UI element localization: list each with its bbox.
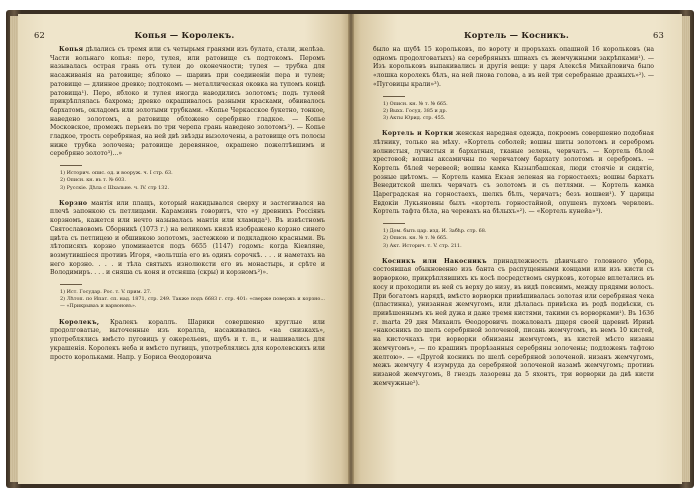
footnote-rule [383, 223, 405, 224]
footnote-rule [60, 165, 82, 166]
entry-headword: Королекъ, [59, 318, 100, 326]
right-page-body [373, 46, 654, 476]
footnote: 2) Лѣтоп. по Ипат. сп. над. 1871, стр. 249. Также подъ 6683 г. стр. 401: «сверже повержъ и корзно... — «Прикрываъ и варвоновъ». [60, 296, 325, 310]
footnote: 3) Акт. Историч. т. V. стр. 211. [383, 242, 462, 249]
footnote-rule [383, 96, 405, 97]
footnotes-block-2 [60, 289, 325, 311]
entry-kortel [373, 130, 654, 217]
entry-continuation [373, 46, 654, 90]
entry-text: было на шубѣ 15 корольковъ, по вороту и проръхахъ опашной 16 корольковъ (на одномъ продолговатыхъ) на серебряныхъ шпнахъ съ жемчужными закрѣпками¹). — Изъ корольковъ выпакивались и другія вещи: у царя Алексѣя Михайловича было «лошка королекъ бѣлъ, на ней лнова голова, а въ ней три серебраные дражыхъ»²). — «Пуговицы крали»³). [373, 46, 654, 88]
running-head-right: Кортель — Косникъ. [463, 30, 569, 40]
left-page [18, 14, 351, 484]
entry-kosnik [373, 258, 654, 389]
footnotes-block-4 [383, 228, 654, 250]
footnote: 2) Выхх. Госуд. 385 и др. [383, 107, 448, 114]
footnote: 1) Ист. Государ. Рос. т. V. прим. 27. [60, 289, 152, 296]
footnote: 2) Описн. кн. въ т. № 603. [60, 177, 126, 184]
footnote: 1) Дом. быть цар. изд. И. Забѣр. стр. 68. [383, 228, 487, 235]
footnote: 1) Описн. кн. № т. № 665. [383, 100, 448, 107]
footnote: 1) Историч. опис. од. и вооруж. ч. I стр. 63. [60, 170, 173, 177]
running-head-left: Копья — Королекъ. [134, 30, 235, 40]
left-page-body [50, 46, 325, 476]
footnotes-block-1 [60, 170, 325, 192]
footnote: 3) Акты Юрид. стр. 455. [383, 114, 446, 121]
entry-kopya [50, 46, 325, 159]
entry-text: дѣлались съ тремя или съ четырьмя гранями изъ булата, стали, желѣза. Части вольнаго копья: перо, тулея, или ратовище съ подтокомъ. Перомъ называлась острая грань отъ тулеи до оконечности; тулея — трубка для насаживанія на ратовище; яблоко — шаривъ при соединеніи пера и тулеи; ратовище — длинное древко; подтокомъ — металлическая оковка на тупомъ концѣ ратовища¹). Перо, яблоко и тулея иногда наводились золотомъ; подъ тулеей прикрѣплялась бахрома; древко окрашивалось разными красками, обвивалось бархатомъ, окладомъ или золотыми трубками. «Копье Черкасское букетно, тонкое, наведено золотомъ, а ратовище обложено серебряно гладкое. — Копье Московское, промежъ перьевъ по три черепа грань наведено золотомъ²). — Копье гладкое, трость серебряная, на ней двѣ звѣзды вызолочены, а ратовище отъ полосы ниже трубка золочена; ратовище деревянное, окрашено пожелтѣвшимъ и серебряно золото³)...» [50, 46, 325, 158]
entry-headword: Корзно [59, 199, 88, 207]
entry-korzno [50, 200, 325, 278]
entry-headword: Косникъ или Накосникъ [382, 257, 487, 265]
page-number-left: 62 [34, 30, 46, 40]
right-page [351, 14, 682, 484]
footnotes-block-3 [383, 101, 654, 123]
footnote-rule [60, 284, 82, 285]
entry-text: мантія или плащъ, который накидывался сверху и застегивался на плечѣ запонкою съ петлицами. Карамзинъ говоритъ, что «у древнихъ Россіянъ корзномъ, кажется или нечто называлась мантія или хламида¹). Въ извѣстномъ Святославовомъ Сборникѣ (1073 г.) на великомъ князѣ изображено корзно синего цвѣта съ петлицею и обшивкою золотомъ, застежкою и подкладкою красными. Въ лѣтописяхъ корзно упоминается подъ 6655 (1147) годомъ: когда Кіевляне, возмутившіеся противъ Игоря, «вольтшіа его въ одинъ сорочкѣ. . . . и наметахъ на него корзно. . . . и тѣла святыхъ изнолюксти его въ монастырь, и срѣте и Володимиръ. . . . и сняша съ коня и отсняша (скры) и корзномъ²)». [50, 199, 325, 277]
entry-text: женская наредная одежда, покроемъ совершенно подобная лѣтнику, только на мѣху. «Кортель соболей; вошвы шиты золотомъ и серебромъ волнистыя, лучистыя и бархатныя, тканые зелень, червчатъ. — Кортель бѣлой хрестовой; вошвы аксамичны по червчатому бархату золотомъ и серебромъ. — Кортель бѣлей черевеой; вошвы камка Кызылбашская, люди стоячіе и сидятіе, розные цвѣтомъ. — Кортель камка Екзая зеленая на горностаехъ; вошвы бархатъ Венедитской шелкъ червчатъ съ золотомъ и съ петлями. — Кортель камка Цареградская на горностаехъ, шелкъ бѣлъ, червчатъ; безъ вошвеи¹). У царицы Евдокіи Лукьяновны былъ «кортель горностайной, опушенъ пухомъ червлевъ. Кортель тафта бѣла, на черевахъ на бѣлыхъ»²). — «Кортель кунейа»³). [373, 130, 654, 216]
entry-text: Кралекъ кораллъ. Шарики совершенно круглые или продолговатые, выточенные изъ коралла, насаживались «на снизкахъ», употреблялись вмѣсто пуговицъ у ожерельевъ, шубъ и т. п., и нашивались для украшенія. Королекъ неба и вмѣсто пугвицъ, употреблялись для королевскихъ или просто корольками. Напр. у Бориса Ѳеодоровича [50, 318, 325, 361]
book-gutter [348, 14, 354, 484]
entry-headword: Копья [59, 46, 84, 53]
entry-korolek [50, 319, 325, 363]
footnote: 3) Русскіе. Дѣла с Шхальне. ч. IV. стр 132. [60, 184, 170, 191]
page-number-right: 63 [652, 30, 664, 40]
entry-text: принадлежность дѣвичьяго головного убора, состоявшая обыкновенно изъ банта съ распущенными концами или изъ кисти съ ворворкою, прикрѣплявшихъ къ косѣ посредствомъ снурковъ, которые вплетались въ косу и проходили въ ней съ верху до низу, въ видѣ поясвимъ, между прядями волосъ. При богатомъ нарядѣ, вмѣсто ворворки привѣшивалась золотая или серебряная чека (пластинка), унизанная жемчугомъ, или дѣлалась привѣска въ родѣ подвѣски, съ привѣшеннымъ къ ней дужа и даже тремя кистями, такими съ ворворками¹). Въ 1636 г. marta 29 дня Михаилъ Ѳеодоровичъ пожаловалъ дщеря своей царевнѣ Иринѣ «накосникъ по шелъ серебряной золоченой, писань жемчугомъ, въ немъ 10 кистей, на кисточкахъ три ворворки обнизаны жемчугомъ, въ кистей мѣсто низаны жемчугомъ», — по крашинъ прорѣзанныя серебряны золочены; подложенъ тафтою желтою». — «Другой косникъ по шелѣ серебряной золоченой. низанъ жемчугомъ, межъ жемчугу 4 изумруда да серебряной золоченой назамѣ жемчугомъ; противъ низаной жемчугомъ, 8 гнездъ лазоревы да 5 яхонтъ, три ворворки да двѣ кисти жемчужные²). [373, 257, 655, 387]
entry-headword: Кортель и Кортки [382, 130, 454, 138]
footnote: 2) Описн. кн. № т. № 665. [383, 235, 448, 242]
